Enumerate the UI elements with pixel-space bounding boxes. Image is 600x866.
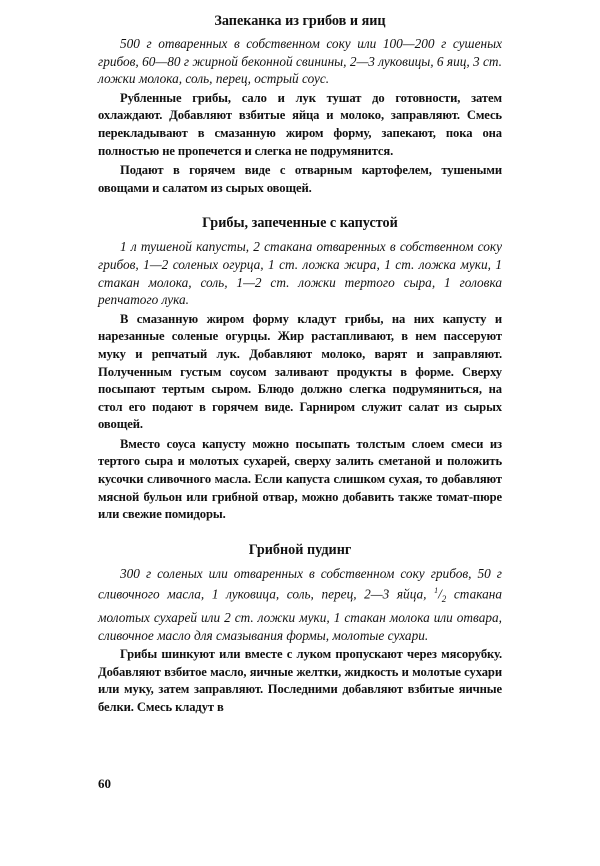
paragraph-pudding-1: Грибы шинкуют или вместе с луком пропускают через мясорубку. Добавляют взбитое масло, яичные желтки, жидкость и молотые сухари или муку, затем заправляют. Последними добавляют взбитые яичные белки. Смесь кладут в (98, 647, 502, 715)
paragraph-cabbage-1: В смазанную жиром форму кладут грибы, на них капусту и нарезанные соленые огурцы. Жир растапливают, в нем пассеруют муку и репчатый лук. Добавляют молоко, варят и заправляют. Полученным густым соусом заливают продукты в форме. Сверху посыпают тертым сыром. Блюдо должно слегка подрумяниться, на стол его подают в горячем виде. Гарниром служит салат из сырых овощей. (98, 311, 502, 432)
paragraph-cabbage-2: Вместо соуса капусту можно посыпать толстым слоем смеси из тертого сыра и молотых сухарей, сверху залить сметаной и положить кусочки сливочного масла. Если капуста слишком сухая, то добавляют мясной бульон или грибной отвар, можно добавить также томат-пюре или свежие помидоры. (98, 436, 502, 522)
ingredients-pudding-part2: стакана молотых сухарей или 2 ст. ложки муки, 1 стакан молока или отвара, сливочное масло для смазывания формы, молотые сухари. (98, 586, 502, 643)
ingredients-pudding-part1: 300 г соленых или отваренных в собственном соку грибов, 50 г сливочного масла, 1 луковица, соль, перец, 2—3 яйца, (98, 565, 502, 602)
paragraph-casserole-1: Рубленные грибы, сало и лук тушат до готовности, затем охлаждают. Добавляют взбитые яйца и молоко, заправляют. Смесь перекладывают в смазанную жиром форму, запекают, пока она полностью не пропечется и слегка не подрумянится. (98, 90, 502, 158)
fraction-numerator: 1 (434, 586, 439, 596)
ingredients-pudding: 300 г соленых или отваренных в собственном соку грибов, 50 г сливочного масла, 1 луковица, соль, перец, 2—3 яйца, $^1/_2$ стакана молотых сухарей или 2 ст. ложки муки, 1 стакан молока или отвара, сливочное масло для смазывания формы, молотые сухари. (98, 565, 502, 643)
section-title-cabbage: Грибы, запеченные с капустой (202, 215, 398, 232)
section-title-casserole: Запеканка из грибов и яиц (214, 13, 386, 29)
page-content (98, 12, 502, 717)
fraction-denominator: 2 (441, 594, 447, 605)
section-title-pudding: Грибной пудинг (248, 541, 352, 558)
ingredients-casserole: 500 г отваренных в собственном соку или 100—200 г сушеных грибов, 60—80 г жирной беконной свинины, 2—3 луковицы, 6 яиц, 3 ст. ложки молока, соль, перец, острый соус. (98, 36, 502, 87)
page-number: 60 (98, 776, 111, 791)
ingredients-cabbage: 1 л тушеной капусты, 2 стакана отваренных в собственном соку грибов, 1—2 соленых огурца, 1 ст. ложка жира, 1 ст. ложка муки, 1 стакан молока, соль, 1—2 ст. ложки тертого сыра, 1 головка репчатого лука. (98, 239, 502, 308)
paragraph-casserole-2: Подают в горячем виде с отварным картофелем, тушеными овощами и салатом из сырых овощей. (98, 163, 502, 195)
